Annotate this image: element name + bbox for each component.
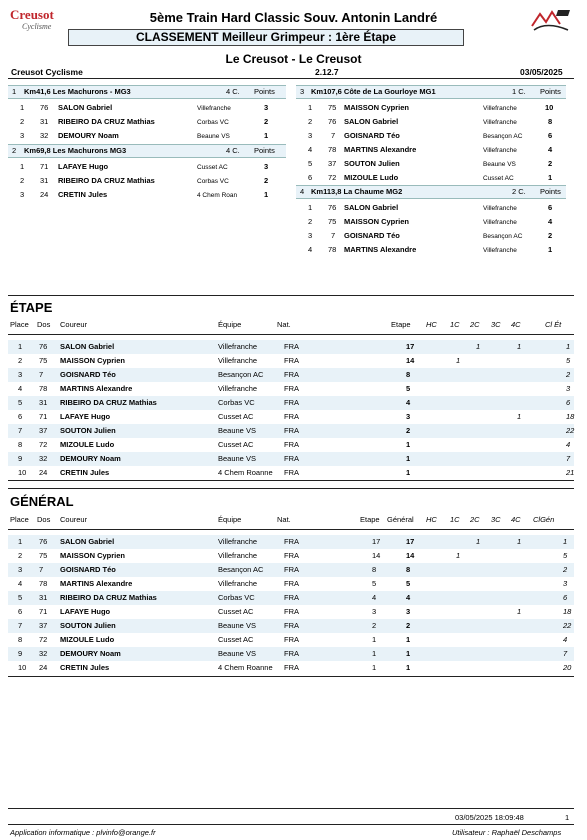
cell: 1 [372, 635, 377, 644]
cell: 8 [406, 370, 411, 379]
cell: CRETIN Jules [60, 663, 110, 672]
climb-row: 2 31 RIBEIRO DA CRUZ Mathias Corbas VC 2 [20, 176, 269, 185]
table-row [8, 354, 574, 368]
cell: SOUTON Julien [60, 426, 116, 435]
cell: 1 [406, 635, 411, 644]
cell: 2 [18, 551, 23, 560]
cell: 17 [406, 537, 415, 546]
table-row [8, 535, 574, 549]
cell: RIBEIRO DA CRUZ Mathias [60, 398, 157, 407]
cell: GOISNARD Téo [60, 370, 116, 379]
stage-route: Le Creusot - Le Creusot [225, 52, 362, 66]
climb-block-3 [296, 85, 566, 185]
cell: FRA [284, 412, 299, 421]
cell: 76 [39, 342, 48, 351]
cell: 7 [18, 621, 23, 630]
climb-row: 2 76 SALON Gabriel Villefranche 8 [308, 117, 553, 126]
cell: GOISNARD Téo [60, 565, 116, 574]
cell: 4 [372, 593, 377, 602]
cell: 5 [18, 593, 23, 602]
cell: 78 [39, 384, 48, 393]
cell: Villefranche [218, 356, 258, 365]
cell: 2 [406, 426, 411, 435]
print-timestamp: 03/05/2025 18:09:48 [455, 813, 524, 822]
cell: 9 [18, 454, 23, 463]
cell: 1 [406, 663, 411, 672]
general-divider [8, 488, 574, 489]
cell: 31 [39, 593, 48, 602]
cell: 1 [406, 454, 411, 463]
climb-row: 4 78 MARTINS Alexandre Villefranche 4 [308, 145, 553, 154]
cell: 31 [39, 398, 48, 407]
cell: FRA [284, 593, 299, 602]
cell: 1 [517, 537, 522, 546]
cell: 24 [39, 663, 48, 672]
cell: 1 [476, 537, 481, 546]
software-version: 2.12.7 [315, 67, 339, 77]
table-row [8, 368, 574, 382]
table-row [8, 605, 574, 619]
cell: FRA [284, 649, 299, 658]
cell: MAISSON Cyprien [60, 356, 126, 365]
climb-row: 2 31 RIBEIRO DA CRUZ Mathias Corbas VC 2 [20, 117, 269, 126]
cell: FRA [284, 384, 299, 393]
cell: 1 [476, 342, 481, 351]
cell: FRA [284, 398, 299, 407]
cell: 72 [39, 635, 48, 644]
cell: FRA [284, 342, 299, 351]
footer-divider-bottom [8, 824, 574, 825]
cell: 4 [563, 635, 568, 644]
cell: 1 [18, 342, 23, 351]
cell: Cusset AC [218, 440, 254, 449]
climb-row: 5 37 SOUTON Julien Beaune VS 2 [308, 159, 553, 168]
cell: 37 [39, 426, 48, 435]
cell: MAISSON Cyprien [60, 551, 126, 560]
cell: Villefranche [218, 342, 258, 351]
table-row [8, 661, 574, 675]
etape-end-divider [8, 480, 574, 481]
cell: Beaune VS [218, 454, 256, 463]
cell: SALON Gabriel [60, 342, 115, 351]
cell: DEMOURY Noam [60, 454, 121, 463]
cell: FRA [284, 356, 299, 365]
cell: FRA [284, 607, 299, 616]
cell: 7 [18, 426, 23, 435]
cell: 18 [563, 607, 572, 616]
cell: CRETIN Jules [60, 468, 110, 477]
cell: 24 [39, 468, 48, 477]
climb-header: 3 Km107,6 Côte de La Gourloye MG1 1 C. Points [296, 85, 566, 99]
cell: 1 [406, 468, 411, 477]
cell: Beaune VS [218, 649, 256, 658]
cell: 8 [18, 440, 23, 449]
cell: 71 [39, 607, 48, 616]
header-divider [8, 78, 574, 79]
cell: 75 [39, 551, 48, 560]
footer-divider-top [8, 808, 574, 809]
cell: 22 [566, 426, 575, 435]
table-row [8, 424, 574, 438]
table-row [8, 563, 574, 577]
cell: 4 Chem Roanne [218, 468, 273, 477]
cell: SOUTON Julien [60, 621, 116, 630]
general-header-divider [8, 529, 574, 530]
cell: 1 [566, 342, 571, 351]
cell: 7 [566, 454, 571, 463]
cell: 21 [566, 468, 575, 477]
cell: FRA [284, 454, 299, 463]
cell: 17 [406, 342, 415, 351]
cell: FRA [284, 565, 299, 574]
cell: FRA [284, 663, 299, 672]
cell: 17 [372, 537, 381, 546]
cell: 9 [18, 649, 23, 658]
cell: Villefranche [218, 384, 258, 393]
cell: Beaune VS [218, 621, 256, 630]
general-title: GÉNÉRAL [10, 494, 74, 509]
cell: Besançon AC [218, 565, 264, 574]
climb-header: 1 Km41,6 Les Machurons - MG3 4 C. Points [8, 85, 286, 99]
creusot-logo: Creusot Cyclisme [10, 7, 54, 31]
cell: DEMOURY Noam [60, 649, 121, 658]
climb-block-1 [8, 85, 286, 143]
cell: MIZOULE Ludo [60, 440, 115, 449]
cell: RIBEIRO DA CRUZ Mathias [60, 593, 157, 602]
etape-title: ÉTAPE [10, 300, 53, 315]
cell: MIZOULE Ludo [60, 635, 115, 644]
cell: 18 [566, 412, 575, 421]
table-row [8, 619, 574, 633]
cell: 10 [18, 468, 27, 477]
cell: FRA [284, 426, 299, 435]
cell: 2 [563, 565, 568, 574]
cell: 2 [18, 356, 23, 365]
table-row [8, 633, 574, 647]
cell: 5 [406, 384, 411, 393]
cell: 2 [406, 621, 411, 630]
table-row [8, 549, 574, 563]
table-row [8, 466, 574, 480]
cell: 5 [566, 356, 571, 365]
climb-header: 4 Km113,8 La Chaume MG2 2 C. Points [296, 185, 566, 199]
cell: 5 [406, 579, 411, 588]
cell: FRA [284, 621, 299, 630]
race-date: 03/05/2025 [520, 67, 563, 77]
cell: 10 [18, 663, 27, 672]
cell: 1 [517, 412, 522, 421]
cell: 72 [39, 440, 48, 449]
cell: MARTINS Alexandre [60, 384, 133, 393]
etape-header-divider [8, 334, 574, 335]
cell: 8 [372, 565, 377, 574]
cell: FRA [284, 635, 299, 644]
table-row [8, 591, 574, 605]
cell: 3 [406, 607, 411, 616]
table-row [8, 340, 574, 354]
cell: Corbas VC [218, 398, 255, 407]
cell: FRA [284, 551, 299, 560]
climb-header: 2 Km69,8 Les Machurons MG3 4 C. Points [8, 144, 286, 158]
cell: Cusset AC [218, 412, 254, 421]
general-end-divider [8, 676, 574, 677]
climb-row: 3 24 CRETIN Jules 4 Chem Roan 1 [20, 190, 269, 199]
cell: LAFAYE Hugo [60, 412, 111, 421]
train-hard-logo [528, 6, 574, 36]
cell: FRA [284, 537, 299, 546]
table-row [8, 577, 574, 591]
cell: Cusset AC [218, 607, 254, 616]
cell: 1 [517, 342, 522, 351]
climb-row: 1 76 SALON Gabriel Villefranche 6 [308, 203, 553, 212]
cell: 76 [39, 537, 48, 546]
cell: 3 [566, 384, 571, 393]
cell: 14 [406, 551, 415, 560]
page-number: 1 [565, 813, 570, 822]
cell: 6 [563, 593, 568, 602]
table-row [8, 396, 574, 410]
cell: 8 [18, 635, 23, 644]
cell: 1 [563, 537, 568, 546]
climb-row: 4 78 MARTINS Alexandre Villefranche 1 [308, 245, 553, 254]
cell: 3 [18, 565, 23, 574]
cell: 1 [517, 607, 522, 616]
cell: MARTINS Alexandre [60, 579, 133, 588]
cell: 1 [372, 663, 377, 672]
cell: 1 [406, 649, 411, 658]
cell: 3 [18, 370, 23, 379]
cell: Villefranche [218, 579, 258, 588]
cell: Corbas VC [218, 593, 255, 602]
cell: 1 [18, 537, 23, 546]
cell: 6 [566, 398, 571, 407]
cell: 6 [18, 412, 23, 421]
cell: 5 [563, 551, 568, 560]
cell: 14 [372, 551, 381, 560]
cell: Cusset AC [218, 635, 254, 644]
climb-row: 3 7 GOISNARD Téo Besançon AC 2 [308, 231, 553, 240]
climb-block-2 [8, 144, 286, 202]
user-credit: Utilisateur : Raphaël Deschamps [452, 828, 562, 837]
cell: 14 [406, 356, 415, 365]
climb-row: 2 75 MAISSON Cyprien Villefranche 4 [308, 217, 553, 226]
cell: FRA [284, 579, 299, 588]
cell: 4 Chem Roanne [218, 663, 273, 672]
cell: 3 [372, 607, 377, 616]
cell: 7 [39, 370, 44, 379]
cell: 3 [563, 579, 568, 588]
climb-row: 3 32 DEMOURY Noam Beaune VS 1 [20, 131, 269, 140]
climb-row: 6 72 MIZOULE Ludo Cusset AC 1 [308, 173, 553, 182]
climb-row: 3 7 GOISNARD Téo Besançon AC 6 [308, 131, 553, 140]
cell: 32 [39, 454, 48, 463]
table-row [8, 438, 574, 452]
cell: 1 [372, 649, 377, 658]
cell: 7 [39, 565, 44, 574]
cell: 7 [563, 649, 568, 658]
classification-title: CLASSEMENT Meilleur Grimpeur : 1ère Étape [68, 29, 464, 46]
climb-block-4 [296, 185, 566, 257]
race-title: 5ème Train Hard Classic Souv. Antonin Landré [149, 10, 438, 25]
table-row [8, 452, 574, 466]
cell: 75 [39, 356, 48, 365]
table-row [8, 410, 574, 424]
cell: 1 [456, 551, 461, 560]
cell: 1 [406, 440, 411, 449]
table-row [8, 382, 574, 396]
cell: FRA [284, 440, 299, 449]
cell: 1 [456, 356, 461, 365]
cell: 4 [18, 579, 23, 588]
cell: LAFAYE Hugo [60, 607, 111, 616]
organizer-club: Creusot Cyclisme [11, 67, 83, 77]
cell: 6 [18, 607, 23, 616]
cell: Besançon AC [218, 370, 264, 379]
etape-divider [8, 295, 574, 296]
cell: SALON Gabriel [60, 537, 115, 546]
cell: 5 [18, 398, 23, 407]
cell: 3 [406, 412, 411, 421]
cell: 32 [39, 649, 48, 658]
cell: 2 [566, 370, 571, 379]
app-credit: Application informatique : plvinfo@orange.fr [10, 828, 156, 837]
cell: FRA [284, 468, 299, 477]
cell: Beaune VS [218, 426, 256, 435]
cell: 2 [372, 621, 377, 630]
cell: 8 [406, 565, 411, 574]
cell: 78 [39, 579, 48, 588]
cell: Villefranche [218, 551, 258, 560]
cell: 5 [372, 579, 377, 588]
cell: 22 [563, 621, 572, 630]
cell: 20 [563, 663, 572, 672]
cell: Villefranche [218, 537, 258, 546]
climb-row: 1 71 LAFAYE Hugo Cusset AC 3 [20, 162, 269, 171]
cell: 4 [406, 398, 411, 407]
cell: 4 [566, 440, 571, 449]
cell: 37 [39, 621, 48, 630]
cell: 71 [39, 412, 48, 421]
climb-row: 1 75 MAISSON Cyprien Villefranche 10 [308, 103, 554, 112]
cell: FRA [284, 370, 299, 379]
table-row [8, 647, 574, 661]
cell: 4 [18, 384, 23, 393]
cell: 4 [406, 593, 411, 602]
climb-row: 1 76 SALON Gabriel Villefranche 3 [20, 103, 269, 112]
